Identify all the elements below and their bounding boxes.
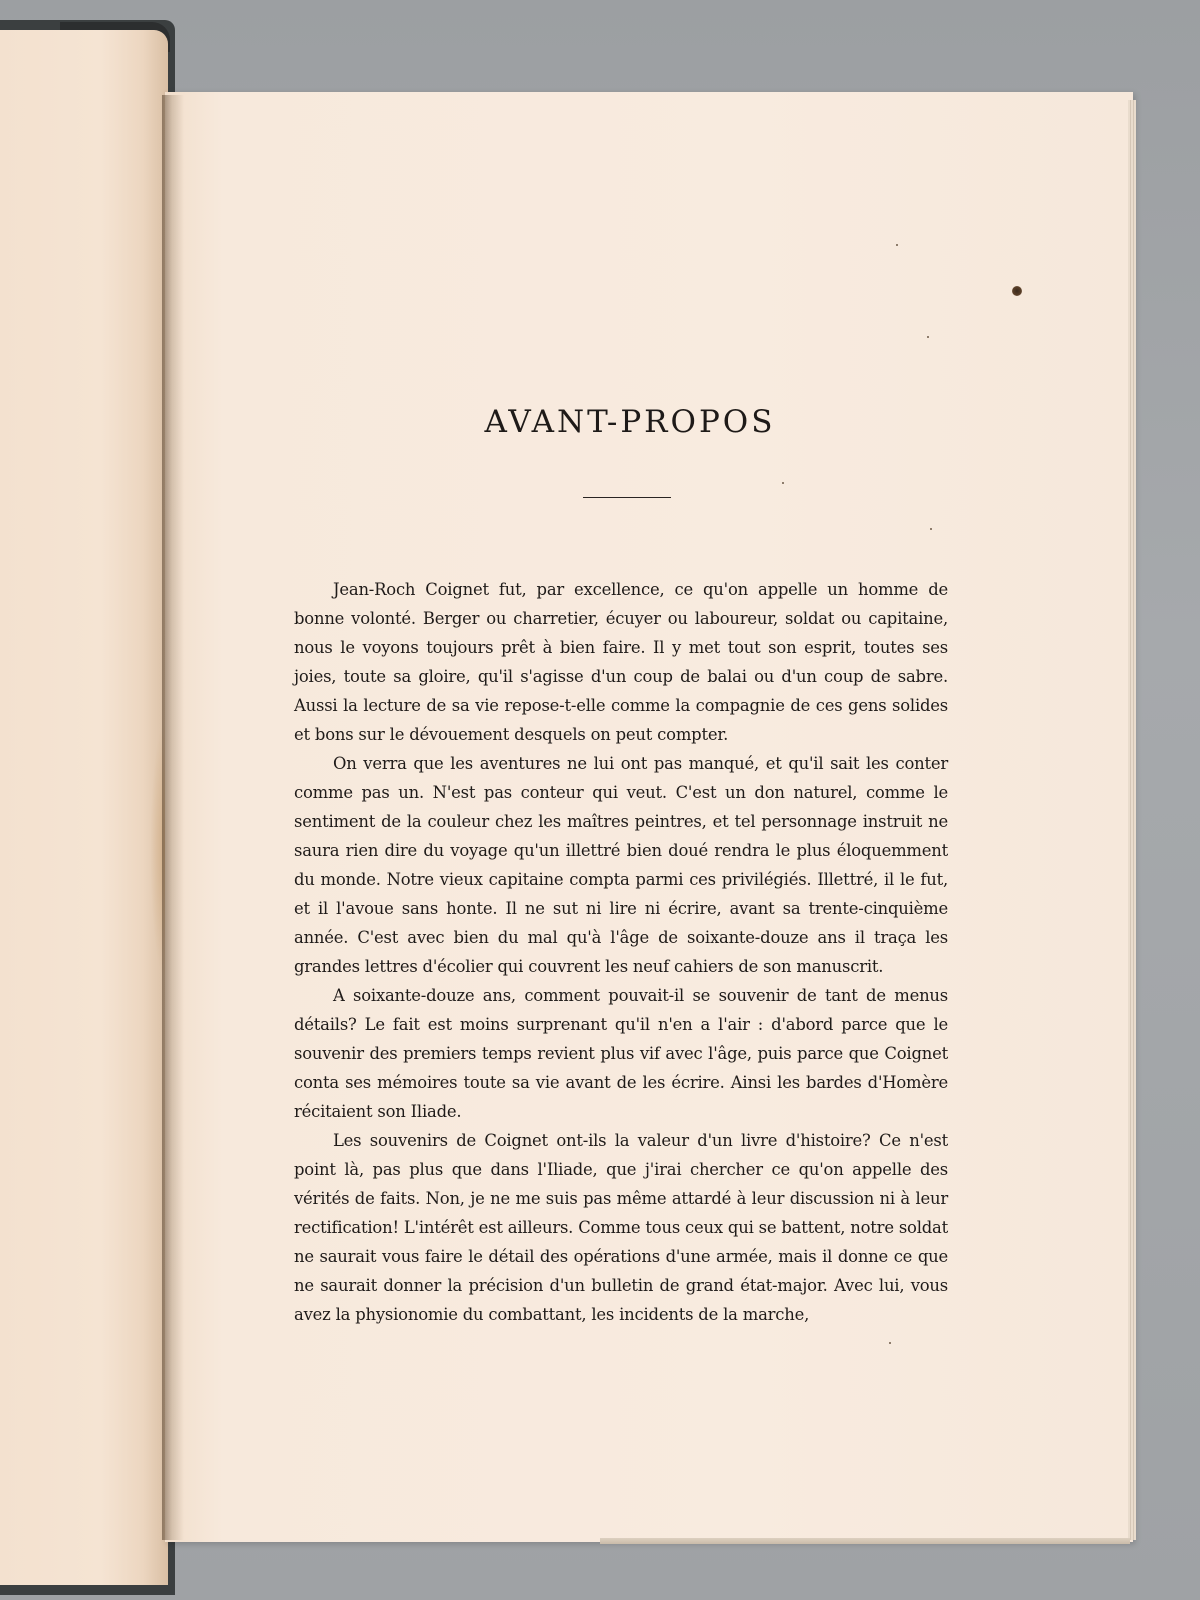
title-rule	[583, 497, 671, 498]
page-edges	[1128, 100, 1136, 1540]
gutter-shadow	[162, 95, 184, 1540]
foxing-spot	[1012, 286, 1022, 296]
paper-speck	[896, 244, 898, 246]
paragraph: Les souvenirs de Coignet ont-ils la valeur d'un livre d'histoire? Ce n'est point là, pas plus que dans l'Iliade, que j'irai chercher ce qu'on appelle des vérités de faits. Non, je ne me suis pas même attardé à leur discussion ni à leur rectification! L'intérêt est ailleurs. Comme tous ceux qui se battent, notre soldat ne saurait vous faire le détail des opérations d'une armée, mais il donne ce que ne saurait donner la précision d'un bulletin de grand état-major. Avec lui, vous avez la physionomie du combattant, les incidents de la marche,	[294, 1131, 948, 1324]
paragraph: A soixante-douze ans, comment pouvait-il se souvenir de tant de menus détails? Le fait est moins surprenant qu'il n'en a l'air : d'abord parce que le souvenir des premiers temps revient plus vif avec l'âge, puis parce que Coignet conta ses mémoires toute sa vie avant de les écrire. Ainsi les bardes d'Homère récitaient son Iliade.	[294, 986, 948, 1121]
paragraph: On verra que les aventures ne lui ont pas manqué, et qu'il sait les conter comme pas un. N'est pas conteur qui veut. C'est un don naturel, comme le sentiment de la couleur chez les maîtres peintres, et tel personnage instruit ne saura rien dire du voyage qu'un illettré bien doué rendra le plus éloquemment du monde. Notre vieux capitaine compta parmi ces privilégiés. Illettré, il le fut, et il l'avoue sans honte. Il ne sut ni lire ni écrire, avant sa trente-cinquième année. C'est avec bien du mal qu'à l'âge de soixante-douze ans il traça les grandes lettres d'écolier qui couvrent les neuf cahiers de son manuscrit.	[294, 754, 948, 976]
paper-speck	[927, 336, 929, 338]
page-edges-bottom	[600, 1538, 1130, 1544]
body-text	[294, 575, 948, 1329]
page-title: AVANT-PROPOS	[484, 404, 776, 440]
paragraph: Jean-Roch Coignet fut, par excellence, ce qu'on appelle un homme de bonne volonté. Berger ou charretier, écuyer ou laboureur, soldat ou capitaine, nous le voyons toujours prêt à bien faire. Il y met tout son esprit, toutes ses joies, toute sa gloire, qu'il s'agisse d'un coup de balai ou d'un coup de sabre. Aussi la lecture de sa vie repose-t-elle comme la compagnie de ces gens solides et bons sur le dévouement desquels on peut compter.	[294, 580, 948, 744]
paper-speck	[782, 482, 784, 484]
left-page	[0, 30, 168, 1585]
paper-speck	[889, 1342, 891, 1344]
paper-speck	[930, 528, 932, 530]
